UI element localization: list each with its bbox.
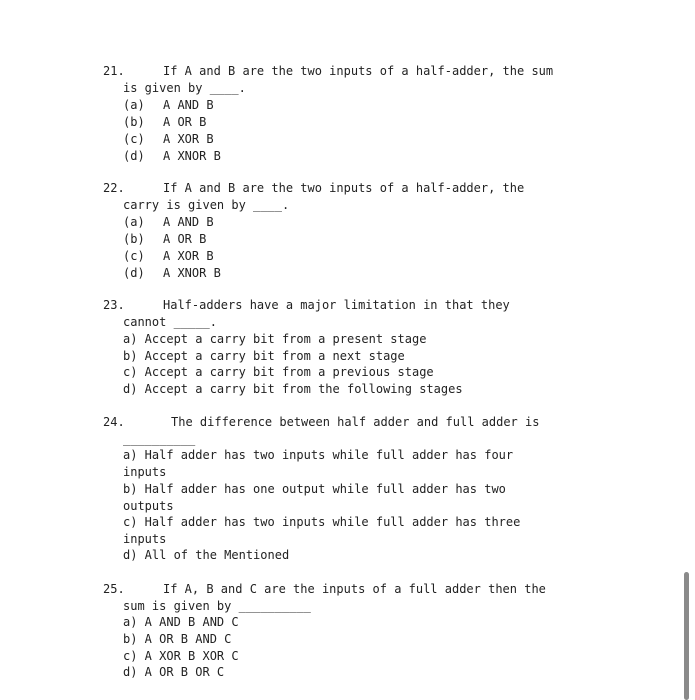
option-label: (b)	[123, 232, 145, 246]
option-text: inputs	[123, 532, 167, 546]
option-label: (d)	[123, 149, 145, 163]
question-stem-continued: sum is given by __________	[123, 599, 311, 613]
option-text: A XOR B	[163, 249, 214, 263]
option-text: b) A OR B AND C	[123, 632, 232, 646]
vertical-scrollbar[interactable]	[684, 572, 689, 700]
option-label: (c)	[123, 249, 145, 263]
option-text: A XNOR B	[163, 149, 221, 163]
option-text: b) Accept a carry bit from a next stage	[123, 349, 405, 363]
option-text: A XOR B	[163, 132, 214, 146]
option-label: (d)	[123, 266, 145, 280]
question-number: 22.	[103, 181, 125, 195]
question-stem-continued: carry is given by ____.	[123, 198, 290, 212]
option-text: c) A XOR B XOR C	[123, 649, 239, 663]
option-text: c) Half adder has two inputs while full adder has three	[123, 515, 521, 529]
option-text: a) Half adder has two inputs while full adder has four	[123, 448, 514, 462]
question-stem-continued: __________	[123, 432, 196, 446]
question-number: 21.	[103, 64, 125, 78]
option-text: d) A OR B OR C	[123, 665, 225, 679]
option-text: A OR B	[163, 232, 207, 246]
question-number: 23.	[103, 298, 125, 312]
option-text: inputs	[123, 465, 167, 479]
question-stem: If A and B are the two inputs of a half-adder, the sum	[163, 64, 554, 78]
question-stem: The difference between half adder and full adder is	[171, 415, 540, 429]
option-text: A XNOR B	[163, 266, 221, 280]
option-label: (c)	[123, 132, 145, 146]
option-text: A OR B	[163, 115, 207, 129]
question-number: 24.	[103, 415, 125, 429]
option-text: c) Accept a carry bit from a previous stage	[123, 365, 434, 379]
option-label: (b)	[123, 115, 145, 129]
option-label: (a)	[123, 98, 145, 112]
option-text: outputs	[123, 499, 174, 513]
question-stem-continued: cannot _____.	[123, 315, 217, 329]
question-stem: If A, B and C are the inputs of a full adder then the	[163, 582, 546, 596]
option-text: a) A AND B AND C	[123, 615, 239, 629]
question-number: 25.	[103, 582, 125, 596]
option-text: A AND B	[163, 98, 214, 112]
question-stem: Half-adders have a major limitation in that they	[163, 298, 510, 312]
option-text: d) Accept a carry bit from the following stages	[123, 382, 463, 396]
option-text: a) Accept a carry bit from a present stage	[123, 332, 427, 346]
option-text: A AND B	[163, 215, 214, 229]
option-text: d) All of the Mentioned	[123, 548, 290, 562]
question-stem-continued: is given by ____.	[123, 81, 246, 95]
option-text: b) Half adder has one output while full adder has two	[123, 482, 506, 496]
option-label: (a)	[123, 215, 145, 229]
question-stem: If A and B are the two inputs of a half-adder, the	[163, 181, 525, 195]
